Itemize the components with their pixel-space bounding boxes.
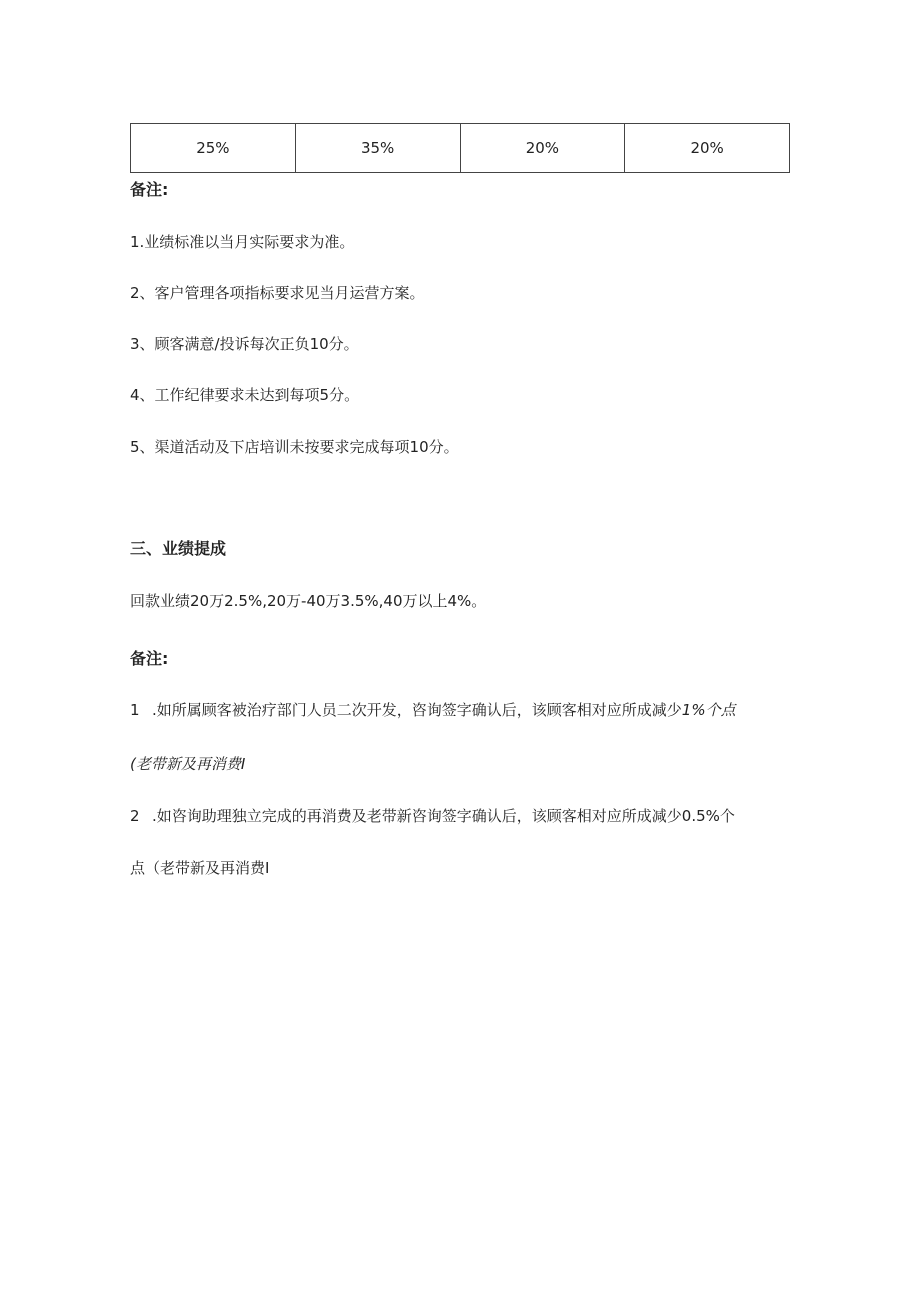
table-cell: 25% <box>131 124 296 173</box>
notes-heading: 备注: <box>130 180 169 199</box>
note-text: .如咨询助理独立完成的再消费及老带新咨询签字确认后，该顾客相对应所成减少0.5%个 <box>152 807 735 825</box>
table-cell: 35% <box>295 124 460 173</box>
ratio-table <box>130 123 790 173</box>
note-item: 3、顾客满意/投诉每次正负10分。 <box>130 335 359 353</box>
table-row <box>131 124 790 173</box>
note-number: 1 <box>130 701 140 719</box>
note-item: 4、工作纪律要求未达到每项5分。 <box>130 386 360 404</box>
note-item: 2、客户管理各项指标要求见当月运营方案。 <box>130 284 425 302</box>
table-cell: 20% <box>460 124 625 173</box>
note-item <box>130 806 735 826</box>
note-tail: 1%个点 <box>681 701 736 719</box>
table-cell: 20% <box>625 124 790 173</box>
note-item: 1.业绩标准以当月实际要求为准。 <box>130 233 355 251</box>
note-item <box>130 700 736 720</box>
note-text: .如所属顾客被治疗部门人员二次开发，咨询签字确认后，该顾客相对应所成减少 <box>152 701 682 719</box>
notes-heading: 备注: <box>130 649 169 668</box>
note-continuation: 点（老带新及再消费I <box>130 859 270 877</box>
section-title: 三、业绩提成 <box>130 539 227 558</box>
note-number: 2 <box>130 807 140 825</box>
section-body: 回款业绩20万2.5%,20万-40万3.5%,40万以上4%。 <box>130 592 487 610</box>
note-item: 5、渠道活动及下店培训未按要求完成每项10分。 <box>130 438 459 456</box>
note-continuation: (老带新及再消费I <box>130 755 246 773</box>
